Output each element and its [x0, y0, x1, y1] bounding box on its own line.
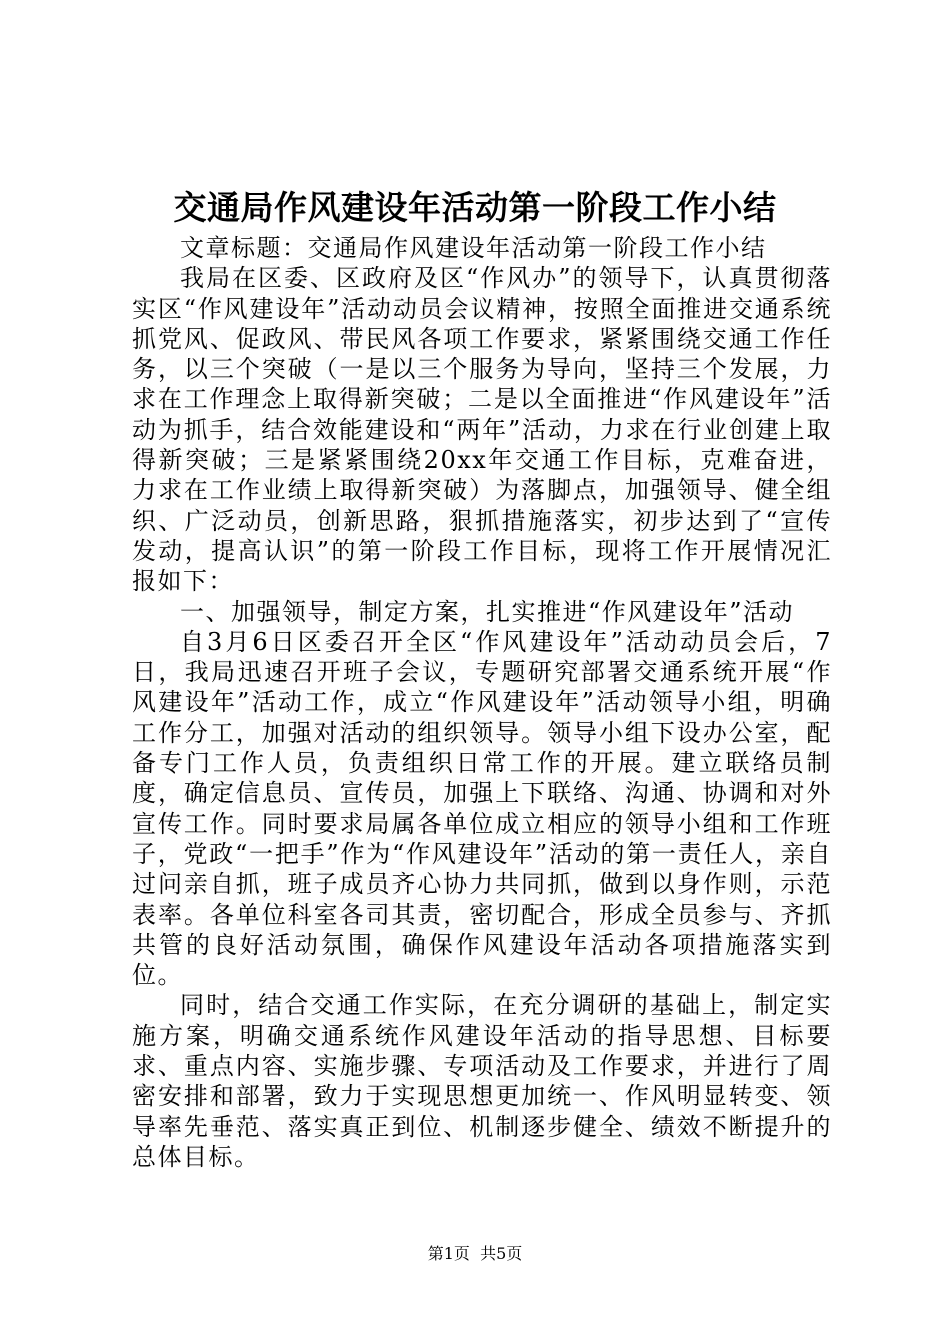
- document-body: [132, 233, 832, 1172]
- page-number: 第1页: [427, 1244, 470, 1263]
- page-total: 共5页: [480, 1244, 523, 1263]
- document-title: 交通局作风建设年活动第一阶段工作小结: [173, 188, 777, 227]
- page-footer: [0, 1243, 950, 1265]
- body-paragraph: 同时，结合交通工作实际，在充分调研的基础上，制定实施方案，明确交通系统作风建设年活动的指导思想、目标要求、重点内容、实施步骤、专项活动及工作要求，并进行了周密安排和部署，致力于实现思想更加统一、作风明显转变、领导率先垂范、落实真正到位、机制逐步健全、绩效不断提升的总体目标。: [132, 991, 832, 1171]
- intro-paragraph: 我局在区委、区政府及区“作风办”的领导下，认真贯彻落实区“作风建设年”活动动员会议精神，按照全面推进交通系统抓党风、促政风、带民风各项工作要求，紧紧围绕交通工作任务，以三个突破（一是以三个服务为导向，坚持三个发展，力求在工作理念上取得新突破；二是以全面推进“作风建设年”活动为抓手，结合效能建设和“两年”活动，力求在行业创建上取得新突破；三是紧紧围绕20xx年交通工作目标，克难奋进，力求在工作业绩上取得新突破）为落脚点，加强领导、健全组织、广泛动员，创新思路，狠抓措施落实，初步达到了“宣传发动，提高认识”的第一阶段工作目标，现将工作开展情况汇报如下：: [132, 264, 832, 596]
- section-heading: 一、加强领导，制定方案，扎实推进“作风建设年”活动: [180, 597, 795, 626]
- body-paragraph: 自3月6日区委召开全区“作风建设年”活动动员会后，7日，我局迅速召开班子会议，专题研究部署交通系统开展“作风建设年”活动工作，成立“作风建设年”活动领导小组，明确工作分工，加强对活动的组织领导。领导小组下设办公室，配备专门工作人员，负责组织日常工作的开展。建立联络员制度，确定信息员、宣传员，加强上下联络、沟通、协调和对外宣传工作。同时要求局属各单位成立相应的领导小组和工作班子，党政“一把手”作为“作风建设年”活动的第一责任人，亲自过问亲自抓，班子成员齐心协力共同抓，做到以身作则，示范表率。各单位科室各司其责，密切配合，形成全员参与、齐抓共管的良好活动氛围，确保作风建设年活动各项措施落实到位。: [132, 627, 832, 990]
- article-title-line: 文章标题：交通局作风建设年活动第一阶段工作小结: [180, 234, 767, 262]
